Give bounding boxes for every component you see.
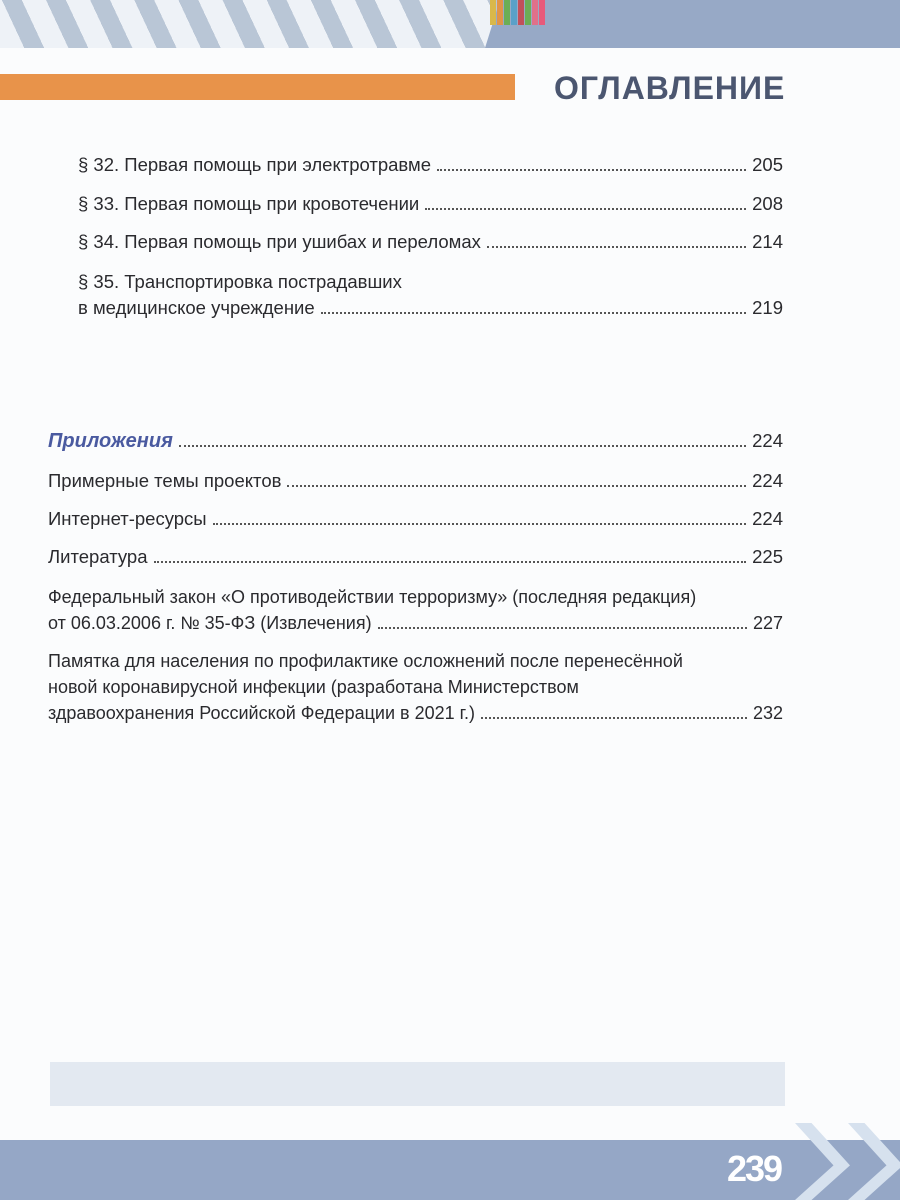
entry-page: 208 bbox=[752, 193, 783, 214]
entry-title: § 35. Транспортировка пострадавших bbox=[78, 271, 402, 292]
stripe-pattern bbox=[0, 0, 500, 48]
footer-light-band bbox=[50, 1062, 785, 1106]
entry-page: 214 bbox=[752, 231, 783, 252]
dot-leader bbox=[213, 523, 747, 525]
entry-page: 227 bbox=[752, 613, 783, 633]
dot-leader bbox=[425, 208, 746, 210]
top-decoration bbox=[0, 0, 900, 48]
entry-title: здравоохранения Российской Федерации в 2021 г.) bbox=[48, 703, 475, 723]
toc-entry[interactable] bbox=[48, 584, 783, 636]
entry-page: 224 bbox=[752, 508, 783, 529]
entry-title: Федеральный закон «О противодействии терроризму» (последняя редакция) bbox=[48, 587, 697, 607]
entry-page: 225 bbox=[752, 546, 783, 567]
orange-title-bar bbox=[0, 74, 515, 100]
dot-leader bbox=[321, 312, 746, 314]
appendix-title: Приложения bbox=[48, 430, 173, 452]
dot-leader bbox=[179, 445, 746, 447]
entry-title: § 32. Первая помощь при электротравме bbox=[78, 154, 432, 175]
entry-page: 224 bbox=[752, 470, 783, 491]
entry-title: Интернет-ресурсы bbox=[48, 508, 207, 529]
dot-leader bbox=[437, 169, 746, 171]
dot-leader bbox=[481, 717, 747, 719]
entry-title: Памятка для населения по профилактике осложнений после перенесённой bbox=[48, 651, 683, 671]
dot-leader bbox=[154, 561, 747, 563]
toc-entry[interactable] bbox=[48, 468, 783, 494]
color-bar bbox=[525, 0, 531, 25]
entry-title: § 33. Первая помощь при кровотечении bbox=[78, 193, 420, 214]
color-bar bbox=[532, 0, 538, 25]
toc-entry[interactable] bbox=[78, 191, 783, 217]
entry-title: Литература bbox=[48, 546, 148, 567]
entry-page: 232 bbox=[752, 703, 783, 723]
color-bar bbox=[504, 0, 510, 25]
page-title: ОГЛАВЛЕНИЕ bbox=[554, 70, 786, 106]
toc-entry[interactable] bbox=[78, 269, 783, 321]
color-bar bbox=[497, 0, 503, 25]
entry-page: 224 bbox=[752, 430, 783, 451]
entry-page: 219 bbox=[752, 297, 783, 318]
toc-entry[interactable] bbox=[48, 648, 783, 726]
entry-title: новой коронавирусной инфекции (разработана Министерством bbox=[48, 677, 579, 697]
entry-title: Примерные темы проектов bbox=[48, 470, 282, 491]
color-bar bbox=[511, 0, 517, 25]
dot-leader bbox=[287, 485, 746, 487]
entry-page: 205 bbox=[752, 154, 783, 175]
color-bar bbox=[490, 0, 496, 25]
entry-title: от 06.03.2006 г. № 35-ФЗ (Извлечения) bbox=[48, 613, 372, 633]
color-bar bbox=[518, 0, 524, 25]
page-number: 239 bbox=[727, 1148, 782, 1189]
dot-leader bbox=[487, 246, 746, 248]
toc-appendix-heading[interactable] bbox=[48, 428, 783, 454]
toc-entry[interactable] bbox=[48, 506, 783, 532]
color-bar bbox=[539, 0, 545, 25]
toc-entry[interactable] bbox=[48, 544, 783, 570]
toc-entry[interactable] bbox=[78, 152, 783, 178]
entry-title: в медицинское учреждение bbox=[78, 297, 315, 318]
dot-leader bbox=[378, 627, 747, 629]
color-bars bbox=[490, 0, 545, 25]
toc-entry[interactable] bbox=[78, 229, 783, 255]
entry-title: § 34. Первая помощь при ушибах и переломах bbox=[78, 231, 481, 252]
